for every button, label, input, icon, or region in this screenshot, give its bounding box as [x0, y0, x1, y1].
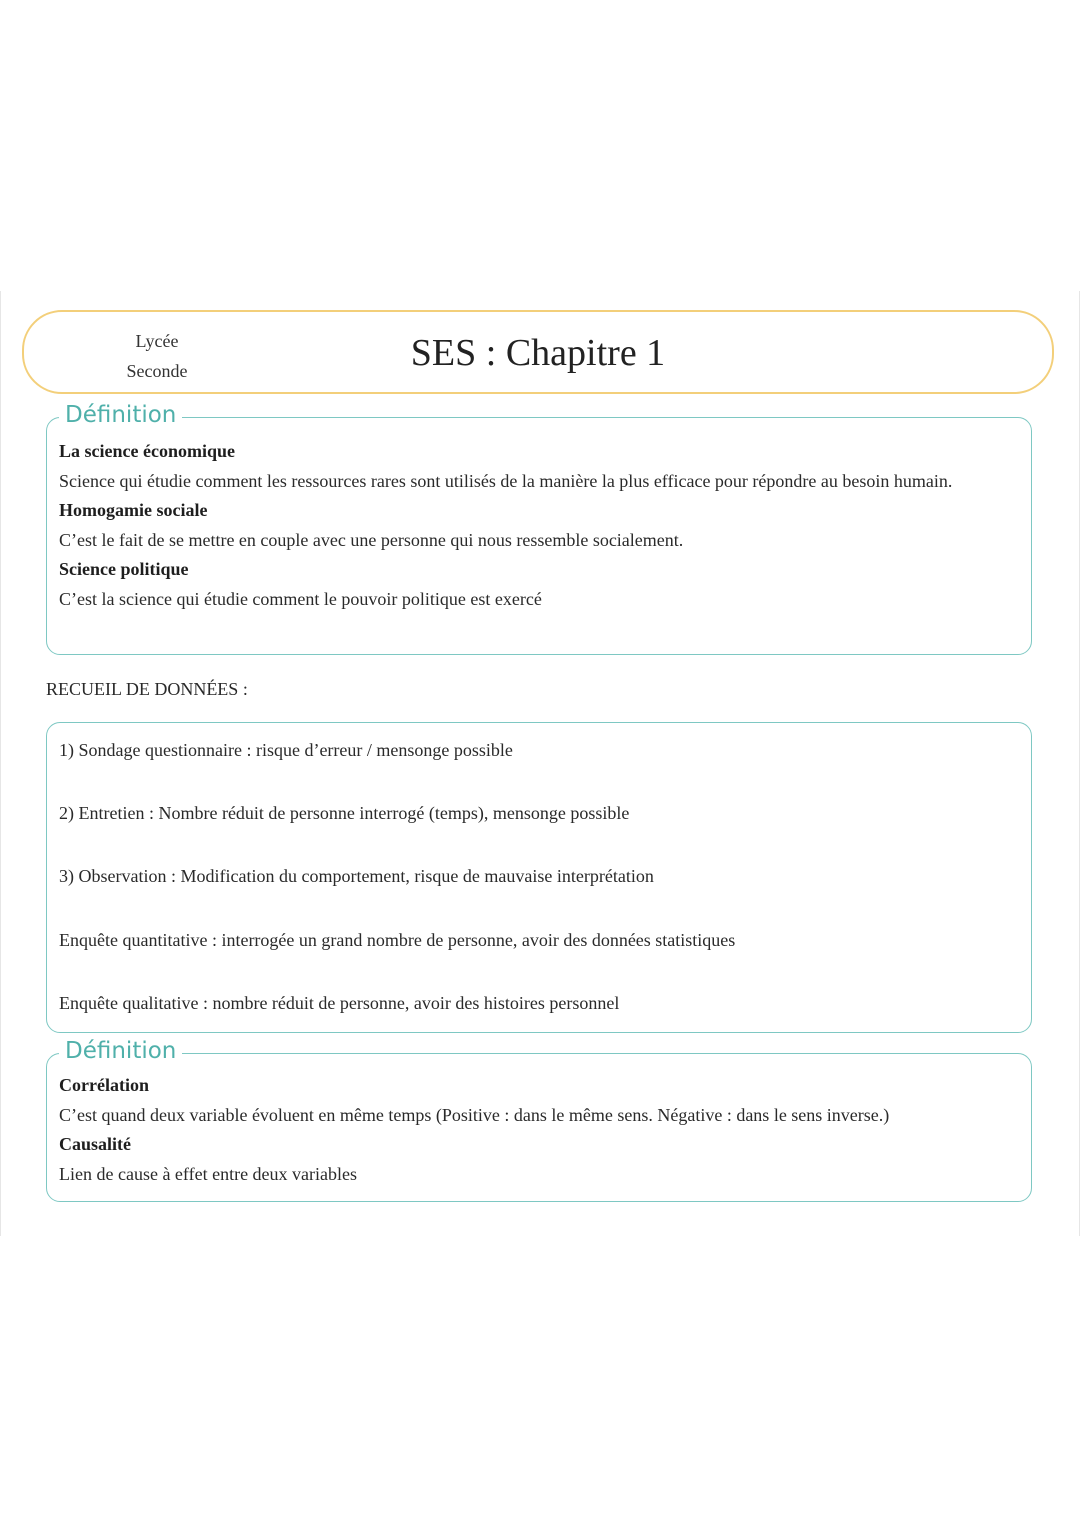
list-item: 2) Entretien : Nombre réduit de personne interrogé (temps), mensonge possible	[59, 803, 630, 824]
definition-text: C’est la science qui étudie comment le pouvoir politique est exercé	[59, 588, 542, 609]
list-item: 1) Sondage questionnaire : risque d’erreur / mensonge possible	[59, 740, 513, 760]
definition-text: C’est quand deux variable évoluent en même temps (Positive : dans le même sens. Négative : dans le sens inverse.)	[59, 1104, 890, 1125]
definition-legend-2: Définition	[59, 1036, 182, 1066]
document-header	[22, 310, 1054, 394]
definition-list-1	[59, 437, 995, 615]
school-level-line2: Seconde	[126, 361, 188, 381]
definition-text: C’est le fait de se mettre en couple avec une personne qui nous ressemble socialement.	[59, 529, 684, 550]
definition-term: Corrélation	[59, 1075, 149, 1095]
list-item: 3) Observation : Modification du comportement, risque de mauvaise interprétation	[59, 866, 654, 887]
definition-term: Science politique	[59, 559, 189, 580]
list-item: Enquête quantitative : interrogée un grand nombre de personne, avoir des données statistiques	[59, 929, 736, 950]
definition-text: Science qui étudie comment les ressources rares sont utilisés de la manière la plus efficace pour répondre au besoin humain.	[59, 470, 953, 491]
definition-term: La science économique	[59, 441, 235, 461]
definition-box-1	[46, 402, 1032, 655]
data-collection-list	[59, 735, 995, 1051]
document-title: SES : Chapitre 1	[410, 332, 666, 374]
definition-text: Lien de cause à effet entre deux variables	[59, 1163, 358, 1184]
data-collection-box	[46, 722, 1032, 1033]
definition-list-2	[59, 1071, 995, 1189]
definition-term: Causalité	[59, 1134, 131, 1155]
section-title-data-collection: RECUEIL DE DONNÉES :	[46, 679, 248, 699]
definition-legend-1: Définition	[59, 400, 182, 430]
definition-term: Homogamie sociale	[59, 500, 208, 521]
school-level-line1: Lycée	[135, 331, 179, 351]
definition-box-2	[46, 1038, 1032, 1202]
list-item: Enquête qualitative : nombre réduit de personne, avoir des histoires personnel	[59, 992, 620, 1013]
